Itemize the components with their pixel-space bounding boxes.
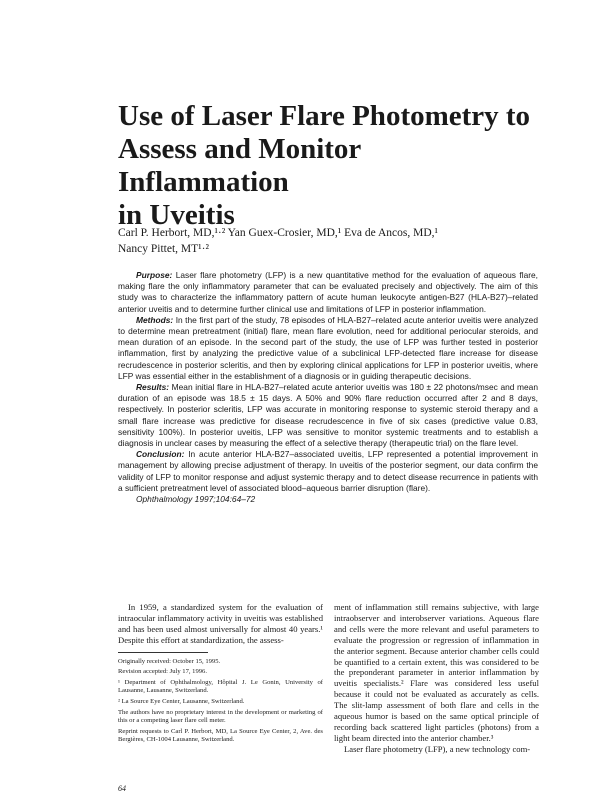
body-paragraph-2: Laser flare photometry (LFP), a new technology com-	[344, 743, 531, 754]
footnote-affiliation-1: ¹ Department of Ophthalmology, Hôpital J. Le Gonin, University of Lausanne, Lausanne, Switzerland.	[118, 678, 323, 695]
title-line-3: in Uveitis	[118, 199, 235, 231]
authors-line-1: Carl P. Herbort, MD,¹·² Yan Guex-Crosier, MD,¹ Eva de Ancos, MD,¹	[118, 227, 438, 239]
authors-line-2: Nancy Pittet, MT¹·²	[118, 243, 209, 255]
abstract-conclusion	[118, 449, 538, 494]
purpose-text: Laser flare photometry (LFP) is a new quantitative method for the evaluation of aqueous flare, making flare the only inflammatory parameter that can be evaluated precisely and objectively. The aim of this study was to characterize the inflammatory pattern of acute human leukocyte antigen-B27 (HLA-B27)–related anterior uveitis and to determine further clinical use and limitations of LFP in posterior inflammation.	[118, 270, 538, 314]
article-title	[118, 100, 538, 232]
body-column-right	[334, 602, 539, 755]
abstract-purpose	[118, 270, 538, 315]
results-label: Results:	[136, 382, 170, 393]
abstract	[118, 270, 538, 505]
methods-label: Methods:	[136, 314, 174, 325]
results-text: Mean initial flare in HLA-B27–related acute anterior uveitis was 180 ± 22 photons/msec and mean duration of an episode was 18.5 ± 15 days. A 50% and 90% flare reduction occurred after 2 and 8 days, respectively. In posterior scleritis, LFP was accurate in monitoring response to systemic steroid therapy and a small flare increase was predictive for disease recrudescence in five of six cases (predictive value 0.83, sensitivity 100%). In posterior uveitis, LFP was sensitive to monitor systemic treatments and to establish a diagnosis in unclear cases by measuring the effect of a selective therapy (therapeutic trial) on the flare level.	[118, 382, 538, 449]
body-paragraph-1: ment of inflammation still remains subjective, with large intraobserver and interobserver variations. Aqueous flare and cells were the more relevant and useful parameters to evaluate the progression or regression of inflammation in the anterior segment. Because anterior chamber cells could be quantified to a certain extent, this was considered to be the preponderant parameter in anterior inflammation by uveitis specialists.² Flare was considered less useful because it could not be evaluated as accurately as cells. The slit-lamp assessment of both flare and cells in the aqueous humor is based on the same optical principle of recording back scattered light particles (photons) from a light beam directed into the anterior chamber.³	[334, 602, 539, 743]
footnote-interest: The authors have no proprietary interest in the development or marketing of this or a competing laser flare cell meter.	[118, 708, 323, 725]
conclusion-label: Conclusion:	[136, 449, 185, 460]
footnote-reprint: Reprint requests to Carl P. Herbort, MD, La Source Eye Center, 2, Ave. des Bergières, CH-1004 Lausanne, Switzerland.	[118, 727, 323, 744]
footnote-divider	[118, 652, 208, 653]
abstract-methods	[118, 315, 538, 382]
methods-text: In the first part of the study, 78 episodes of HLA-B27–related acute anterior uveitis were analyzed to determine mean pretreatment (initial) flare, mean flare evolution, need for additional periocular steroids, and mean duration of an episode. In the second part of the study, the use of LFP was further tested in posterior inflammation, first by analyzing the predictive value of a subclinical LFP-detected flare increase for disease recrudescence in posterior scleritis, and then by exploring clinical applications for LFP in posterior uveitis, where LFP was essential either in the establishment of a diagnosis or in guiding therapeutic decisions.	[118, 314, 538, 381]
footnote-received: Originally received: October 15, 1995.	[118, 657, 221, 665]
title-line-1: Use of Laser Flare Photometry to	[118, 100, 531, 132]
abstract-results	[118, 382, 538, 449]
purpose-label: Purpose:	[136, 270, 173, 280]
intro-paragraph: In 1959, a standardized system for the evaluation of intraocular inflammatory activity in uveitis was established and has been used almost universally for almost 40 years.¹ Despite this effort at standardization, the assess-	[118, 602, 323, 645]
footnotes	[118, 658, 323, 745]
journal-citation: Ophthalmology 1997;104:64–72	[136, 494, 256, 505]
body-column-left	[118, 602, 323, 747]
footnote-revision: Revision accepted: July 17, 1996.	[118, 668, 207, 676]
title-line-2: Assess and Monitor Inflammation	[118, 133, 361, 198]
author-list	[118, 225, 538, 257]
conclusion-text: In acute anterior HLA-B27–associated uveitis, LFP represented a potential improvement in management by allowing precise adjustment of therapy. In uveitis of the posterior segment, our data confirm the validity of LFP to monitor response and adjust systemic therapy and to detect disease recurrence in patients with a sufficient pretreatment level of associated blood–aqueous barrier disruption (flare).	[118, 449, 538, 493]
footnote-affiliation-2: ² La Source Eye Center, Lausanne, Switzerland.	[118, 698, 245, 705]
page-number: 64	[118, 784, 126, 793]
